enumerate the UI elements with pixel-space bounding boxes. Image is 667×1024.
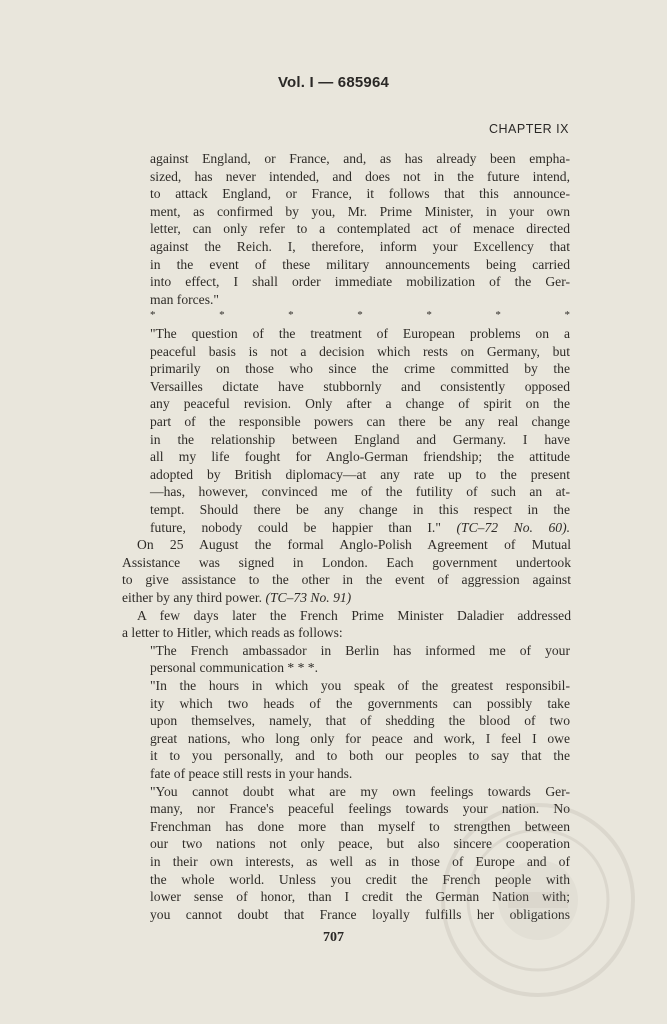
text-line: to give assistance to the other in the event of aggression against [122,572,571,588]
citation-ref: (TC–73 No. 91) [265,590,352,605]
text-line: upon themselves, namely, that of shedding the blood of two [150,713,570,729]
text-line: man forces." [150,291,219,307]
text-line: in their own interests, as well as in those of Europe and of [150,854,570,869]
text-line: it to you personally, and to both our peoples to say that the [150,748,570,764]
text-line: against England, or France, and, as has already been empha- [150,151,570,166]
text-line: a letter to Hitler, which reads as follows: [122,625,343,641]
asterisk: * [288,309,294,321]
text-line: A few days later the French Prime Minister Daladier addressed [137,607,571,623]
text-line: against the Reich. I, therefore, inform your Excellency that [150,239,570,254]
text-line: part of the responsible powers can there be any real change [150,414,570,429]
text-line: many, nor France's peaceful feelings towards your nation. No [150,801,570,817]
text-line: personal communication * * *. [150,660,318,676]
text-line: peaceful basis is not a decision which rests on Germany, but [150,343,570,359]
text-line: lower sense of honor, than I credit the German Nation with; [150,889,570,905]
text-line: tempt. Should there be any change in this respect in the [150,502,570,517]
text-line: —has, however, convinced me of the futility of such an at- [150,484,570,500]
chapter-heading: CHAPTER IX [488,122,569,136]
text-line: On 25 August the formal Anglo-Polish Agreement of Mutual [137,537,571,553]
text-line: adopted by British diplomacy—at any rate up to the present [150,466,570,482]
text-line [122,589,571,607]
text-line: Versailles dictate have stubbornly and consistently opposed [150,378,570,394]
text-line: Frenchman has done more than myself to strengthen between [150,818,570,834]
asterisk: * [150,309,156,321]
text-line: you cannot doubt that France loyally fulfills her obligations [150,906,570,922]
text-line: in the event of these military announcements being carried [150,256,570,272]
text-line: ity which two heads of the governments can possibly take [150,695,570,711]
text-line: primarily on those who since the crime committed by the [150,361,570,377]
text-span: future, nobody could be happier than I." [150,519,441,535]
text-line: "The question of the treatment of European problems on a [150,326,570,341]
text-line: ment, as confirmed by you, Mr. Prime Minister, in your own [150,203,570,219]
text-line: letter, can only refer to a contemplated act of menace directed [150,221,570,237]
text-line: our two nations not only peace, but also sincere cooperation [150,836,570,852]
text-line: to attack England, or France, it follows that this announce- [150,186,570,202]
text-line: great nations, who long only for peace and work, I feel I owe [150,730,570,746]
text-line: fate of peace still rests in your hands. [150,766,353,781]
text-line: any peaceful revision. Only after a change of spirit on the [150,396,570,412]
text-line: "In the hours in which you speak of the greatest responsibil- [150,678,570,693]
text-line: the whole world. Unless you credit the French people with [150,871,570,887]
page-number: 707 [323,930,344,945]
asterisk: * [357,309,363,321]
text-line [150,519,570,537]
university-seal-watermark-icon [438,800,638,1000]
asterisk: * [426,309,432,321]
volume-header: Vol. I — 685964 [277,74,390,91]
text-line: sized, has never intended, and does not in the future intend, [150,168,570,184]
asterisk: * [564,309,570,321]
asterisk-separator [150,307,570,325]
text-line: Assistance was signed in London. Each government undertook [122,554,571,570]
text-line: into effect, I shall order immediate mobilization of the Ger- [150,274,570,290]
citation-ref: (TC–72 No. 60). [456,519,571,535]
text-line: all my life fought for Anglo-German friendship; the attitude [150,449,570,465]
text-line: "You cannot doubt what are my own feelings towards Ger- [150,783,570,799]
asterisk: * [219,309,225,321]
text-line: in the relationship between England and Germany. I have [150,431,570,447]
text-line: "The French ambassador in Berlin has informed me of your [150,642,570,658]
asterisk: * [495,309,501,321]
text-span: either by any third power. [122,590,263,605]
